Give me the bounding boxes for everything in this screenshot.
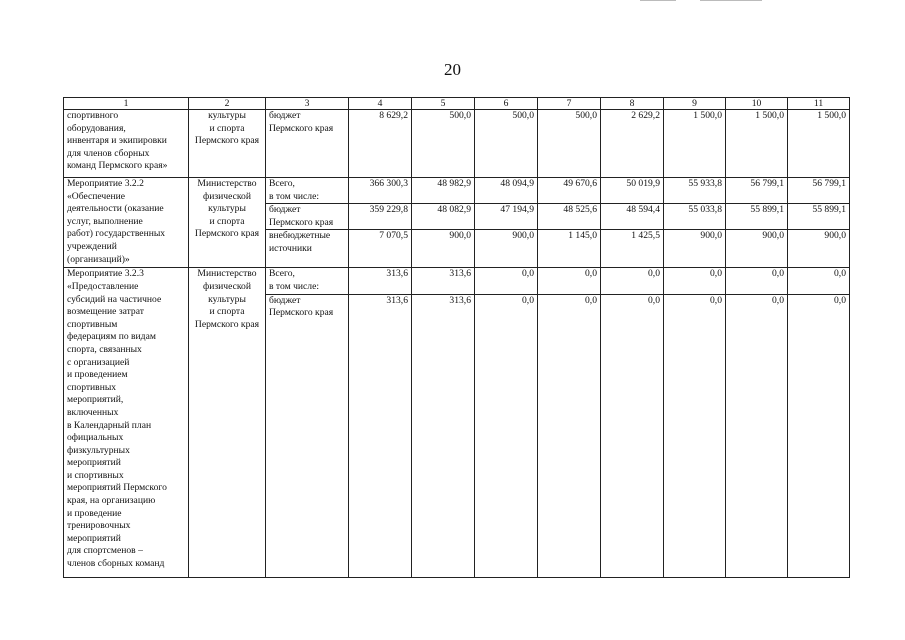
value-cell: 0,0 xyxy=(538,268,601,294)
value-cell: 1 500,0 xyxy=(664,110,726,178)
column-number-row xyxy=(64,98,850,110)
column-number: 5 xyxy=(412,98,475,110)
funding-source-cell: бюджет Пермского края xyxy=(266,110,349,178)
table-row xyxy=(64,268,850,294)
value-cell: 0,0 xyxy=(601,294,664,577)
column-number: 7 xyxy=(538,98,601,110)
value-cell: 900,0 xyxy=(412,230,475,268)
value-cell: 313,6 xyxy=(412,294,475,577)
column-number: 4 xyxy=(349,98,412,110)
activity-name-cell: Мероприятие 3.2.2 «Обеспечение деятельности (оказание услуг, выполнение работ) государственных учреждений (организаций)» xyxy=(64,178,189,268)
funding-source-cell: бюджет Пермского края xyxy=(266,294,349,577)
value-cell: 313,6 xyxy=(349,294,412,577)
value-cell: 49 670,6 xyxy=(538,178,601,204)
value-cell: 1 500,0 xyxy=(788,110,850,178)
value-cell: 55 033,8 xyxy=(664,204,726,230)
value-cell: 48 094,9 xyxy=(475,178,538,204)
value-cell: 500,0 xyxy=(475,110,538,178)
value-cell: 56 799,1 xyxy=(788,178,850,204)
value-cell: 0,0 xyxy=(475,268,538,294)
value-cell: 48 982,9 xyxy=(412,178,475,204)
value-cell: 1 425,5 xyxy=(601,230,664,268)
value-cell: 55 899,1 xyxy=(788,204,850,230)
column-number: 3 xyxy=(266,98,349,110)
value-cell: 55 899,1 xyxy=(726,204,788,230)
funding-source-cell: внебюджетные источники xyxy=(266,230,349,268)
funding-source-cell: Всего, в том числе: xyxy=(266,178,349,204)
column-number: 2 xyxy=(189,98,266,110)
value-cell: 500,0 xyxy=(412,110,475,178)
column-number: 8 xyxy=(601,98,664,110)
value-cell: 0,0 xyxy=(664,268,726,294)
value-cell: 0,0 xyxy=(788,268,850,294)
activity-name-cell: Мероприятие 3.2.3 «Предоставление субсидий на частичное возмещение затрат спортивным федерациям по видам спорта, связанных с организацией и проведением спортивных мероприятий, включенных в Календарный план официальных физкультурных мероприятий и спортивных мероприятий Пермского края, на организацию и проведение тренировочных мероприятий для спортсменов – членов сборных команд xyxy=(64,268,189,577)
value-cell: 900,0 xyxy=(475,230,538,268)
executor-cell: Министерство физической культуры и спорта Пермского края xyxy=(189,268,266,577)
table-row xyxy=(64,178,850,204)
value-cell: 313,6 xyxy=(412,268,475,294)
value-cell: 0,0 xyxy=(475,294,538,577)
value-cell: 900,0 xyxy=(726,230,788,268)
scan-edge-line xyxy=(700,0,762,1)
value-cell: 366 300,3 xyxy=(349,178,412,204)
column-number: 6 xyxy=(475,98,538,110)
funding-source-cell: Всего, в том числе: xyxy=(266,268,349,294)
table-row xyxy=(64,110,850,178)
value-cell: 0,0 xyxy=(664,294,726,577)
value-cell: 8 629,2 xyxy=(349,110,412,178)
value-cell: 2 629,2 xyxy=(601,110,664,178)
value-cell: 0,0 xyxy=(601,268,664,294)
value-cell: 0,0 xyxy=(538,294,601,577)
value-cell: 900,0 xyxy=(788,230,850,268)
page-number: 20 xyxy=(444,60,461,79)
column-number: 10 xyxy=(726,98,788,110)
value-cell: 0,0 xyxy=(726,294,788,577)
value-cell: 48 525,6 xyxy=(538,204,601,230)
financing-table xyxy=(63,97,850,578)
value-cell: 359 229,8 xyxy=(349,204,412,230)
value-cell: 55 933,8 xyxy=(664,178,726,204)
column-number: 9 xyxy=(664,98,726,110)
scan-edge-line xyxy=(640,0,676,1)
value-cell: 500,0 xyxy=(538,110,601,178)
funding-source-cell: бюджет Пермского края xyxy=(266,204,349,230)
value-cell: 48 082,9 xyxy=(412,204,475,230)
value-cell: 48 594,4 xyxy=(601,204,664,230)
value-cell: 900,0 xyxy=(664,230,726,268)
column-number: 1 xyxy=(64,98,189,110)
value-cell: 56 799,1 xyxy=(726,178,788,204)
executor-cell: культуры и спорта Пермского края xyxy=(189,110,266,178)
value-cell: 50 019,9 xyxy=(601,178,664,204)
value-cell: 313,6 xyxy=(349,268,412,294)
value-cell: 47 194,9 xyxy=(475,204,538,230)
executor-cell: Министерство физической культуры и спорта Пермского края xyxy=(189,178,266,268)
value-cell: 0,0 xyxy=(726,268,788,294)
value-cell: 1 500,0 xyxy=(726,110,788,178)
value-cell: 7 070,5 xyxy=(349,230,412,268)
value-cell: 1 145,0 xyxy=(538,230,601,268)
column-number: 11 xyxy=(788,98,850,110)
value-cell: 0,0 xyxy=(788,294,850,577)
activity-name-cell: спортивного оборудования, инвентаря и экипировки для членов сборных команд Пермского края» xyxy=(64,110,189,178)
